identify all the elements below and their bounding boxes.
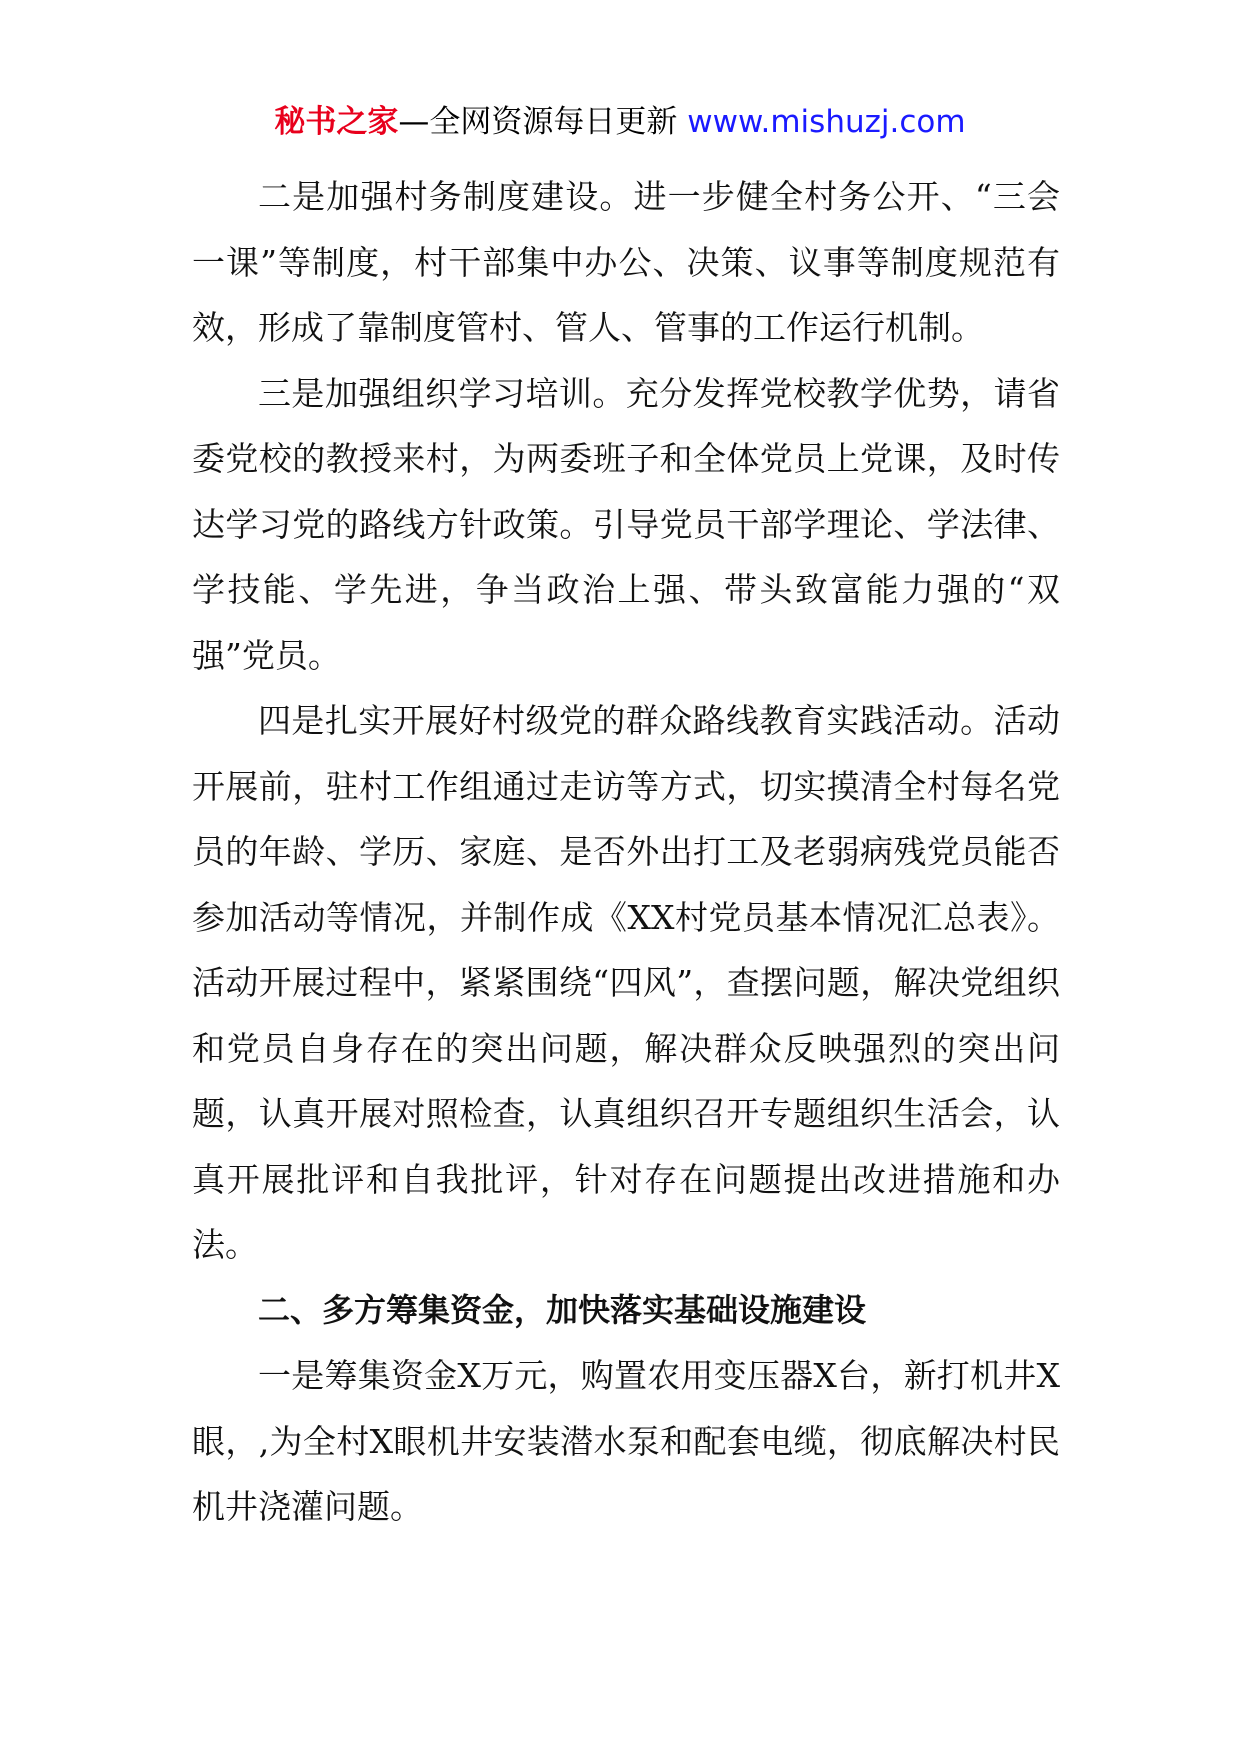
banner-url-link[interactable]: www.mishuzj.com (687, 104, 966, 140)
site-banner (0, 100, 1240, 144)
paragraph-funding-wells: 一是筹集资金X万元，购置农用变压器X台，新打机井X眼，,为全村X眼机井安装潜水泵和配套电缆，彻底解决村民机井浇灌问题。 (192, 1356, 1060, 1526)
paragraph-village-affairs-system: 二是加强村务制度建设。进一步健全村务公开、“三会一课”等制度，村干部集中办公、决策、议事等制度规范有效，形成了靠制度管村、管人、管事的工作运行机制。 (192, 177, 1060, 347)
paragraph-mass-line-education: 四是扎实开展好村级党的群众路线教育实践活动。活动开展前，驻村工作组通过走访等方式，切实摸清全村每名党员的年龄、学历、家庭、是否外出打工及老弱病残党员能否参加活动等情况，并制作成《XX村党员基本情况汇总表》。活动开展过程中，紧紧围绕“四风”，查摆问题，解决党组织和党员自身存在的突出问题，解决群众反映强烈的突出问题，认真开展对照检查，认真组织召开专题组织生活会，认真开展批评和自我批评，针对存在问题提出改进措施和办法。 (192, 701, 1060, 1264)
banner-brand: 秘书之家 (274, 104, 399, 140)
banner-slogan: —全网资源每日更新 (398, 104, 678, 140)
document-body (192, 164, 1060, 1540)
paragraph-organization-training: 三是加强组织学习培训。充分发挥党校教学优势，请省委党校的教授来村，为两委班子和全体党员上党课，及时传达学习党的路线方针政策。引导党员干部学理论、学法律、学技能、学先进，争当政治上强、带头致富能力强的“双强”党员。 (192, 373, 1060, 675)
section-heading-infrastructure: 二、多方筹集资金，加快落实基础设施建设 (258, 1290, 867, 1329)
